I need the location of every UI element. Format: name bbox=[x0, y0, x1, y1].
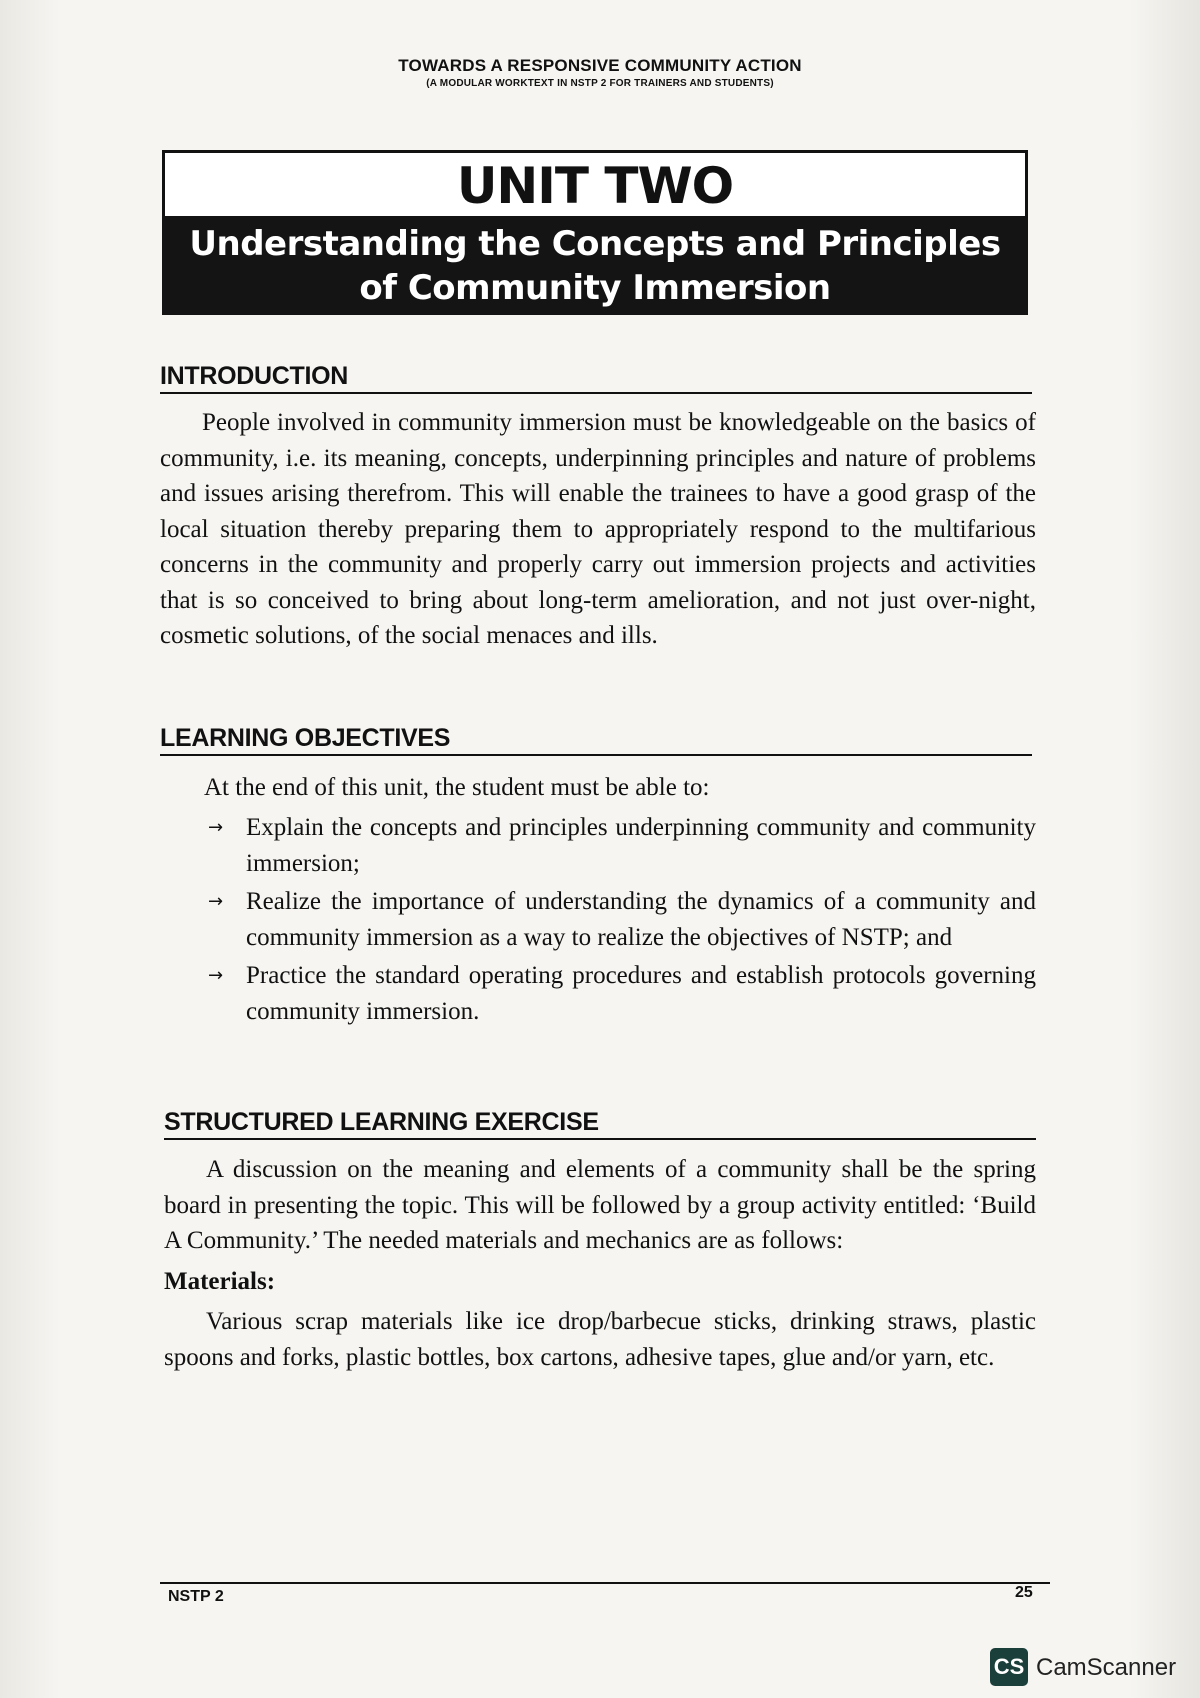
objective-text: Realize the importance of understanding the dynamics of a community and community immersion as a way to realize the objectives of NSTP; and bbox=[246, 888, 1036, 951]
materials-body: Various scrap materials like ice drop/barbecue sticks, drinking straws, plastic spoons and forks, plastic bottles, box cartons, adhesive tapes, glue and/or yarn, etc. bbox=[164, 1308, 1036, 1371]
unit-title: UNIT TWO bbox=[456, 157, 734, 215]
arrow-icon: → bbox=[208, 965, 224, 986]
arrow-icon: → bbox=[208, 817, 224, 838]
objectives-heading: LEARNING OBJECTIVES bbox=[160, 724, 1032, 756]
page-number: 25 bbox=[1015, 1584, 1033, 1601]
footer-rule bbox=[160, 1582, 1050, 1584]
introduction-body: People involved in community immersion must be knowledgeable on the basics of community, i.e. its meaning, concepts, underpinning principles and nature of problems and issues arising therefrom. This will enable the trainees to have a good grasp of the local situation thereby preparing them to appropriately respond to the multifarious concerns in the community and properly carry out immersion projects and activities that is so conceived to bring about long-term amelioration, and not just over-night, cosmetic solutions, of the social menaces and ills. bbox=[160, 409, 1036, 649]
objective-item bbox=[204, 884, 1036, 955]
objective-text: Explain the concepts and principles underpinning community and community immersion; bbox=[246, 814, 1036, 877]
objective-text: Practice the standard operating procedures and establish protocols governing community immersion. bbox=[246, 962, 1036, 1025]
exercise-heading: STRUCTURED LEARNING EXERCISE bbox=[164, 1108, 1036, 1140]
camscanner-watermark: CamScanner bbox=[1036, 1654, 1177, 1681]
objectives-lead: At the end of this unit, the student must be able to: bbox=[204, 774, 710, 801]
materials-label: Materials: bbox=[164, 1268, 276, 1295]
objective-item bbox=[204, 958, 1036, 1029]
unit-subtitle-band bbox=[162, 216, 1028, 315]
running-head-title: TOWARDS A RESPONSIVE COMMUNITY ACTION bbox=[398, 56, 802, 75]
running-head-subtitle: (A MODULAR WORKTEXT IN NSTP 2 FOR TRAINERS AND STUDENTS) bbox=[426, 78, 774, 89]
footer-course: NSTP 2 bbox=[168, 1588, 224, 1605]
exercise-body: A discussion on the meaning and elements of a community shall be the spring board in presenting the topic. This will be followed by a group activity entitled: ‘Build A Community.’ The needed materials and mechanics are as follows: bbox=[164, 1156, 1036, 1254]
camscanner-logo-icon: CS bbox=[990, 1648, 1028, 1686]
unit-subtitle-line1: Understanding the Concepts and Principles bbox=[189, 224, 1001, 264]
objectives-list bbox=[204, 810, 1036, 1032]
unit-subtitle-line2: of Community Immersion bbox=[359, 268, 831, 308]
arrow-icon: → bbox=[208, 891, 224, 912]
unit-title-box bbox=[162, 150, 1028, 312]
objective-item bbox=[204, 810, 1036, 881]
introduction-heading: INTRODUCTION bbox=[160, 362, 1032, 394]
